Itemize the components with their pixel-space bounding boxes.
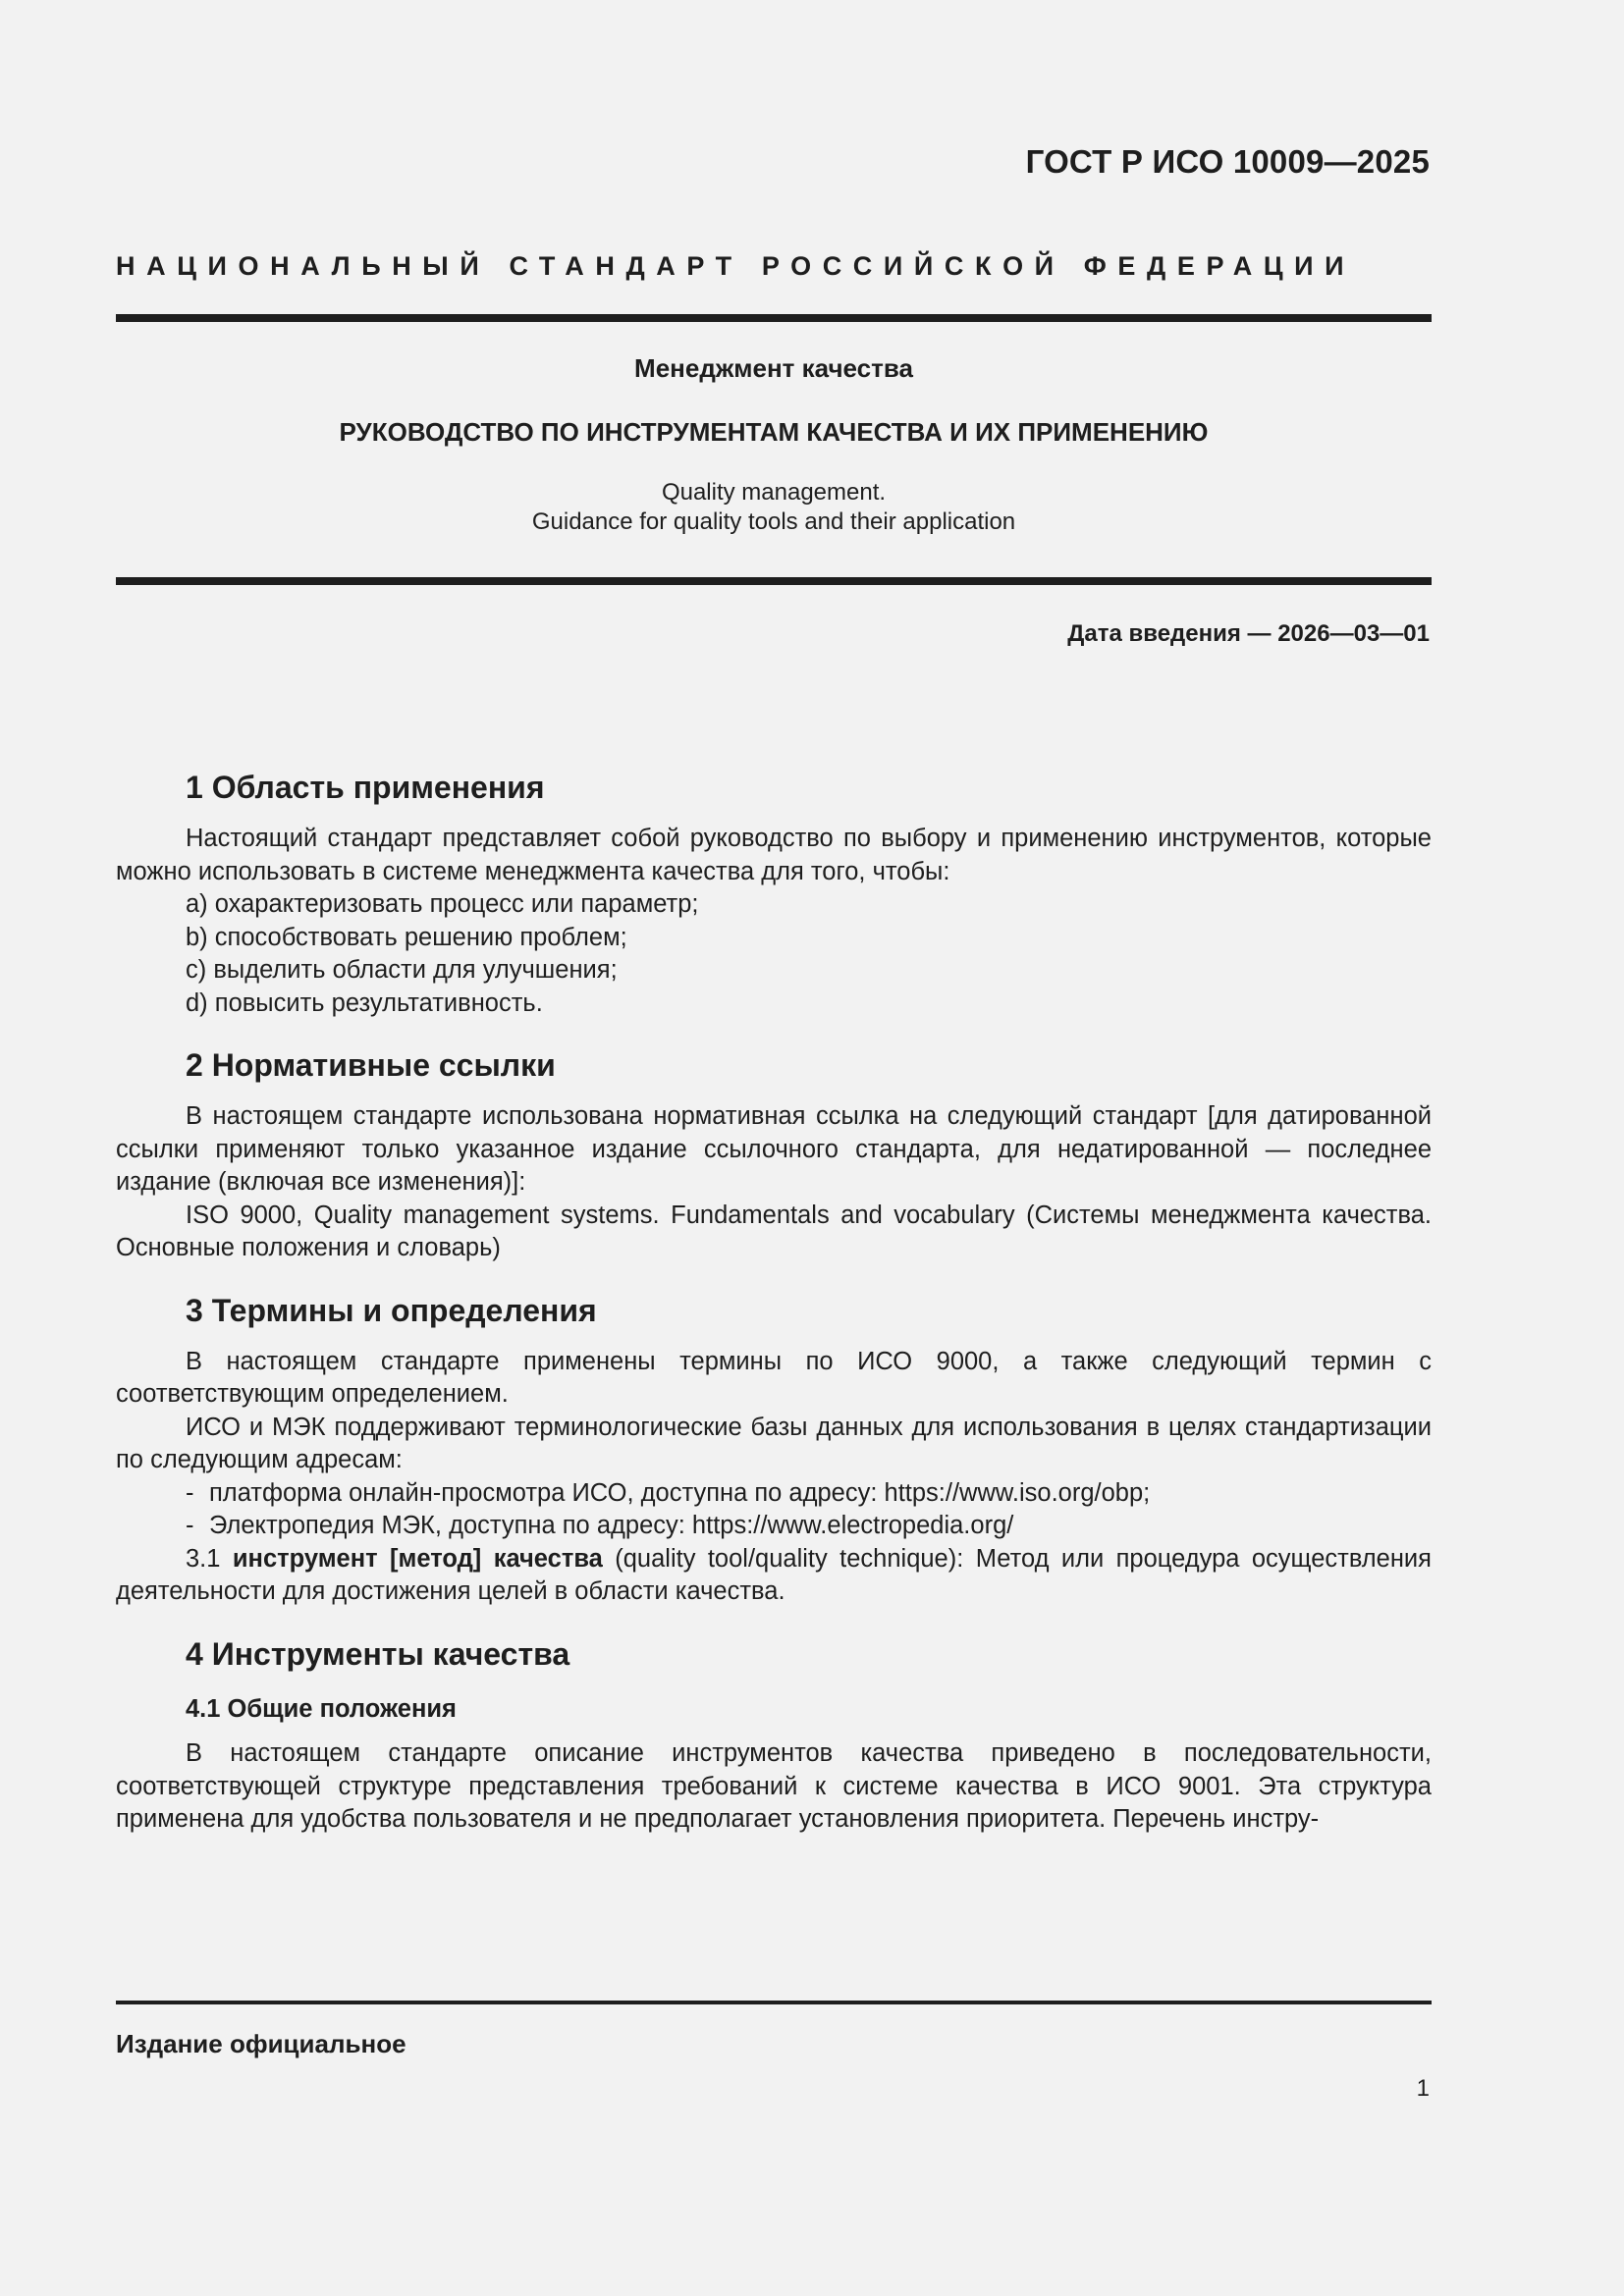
- section-3-paragraph-1: В настоящем стандарте применены термины по ИСО 9000, а также следующий термин с соответствующим определением.: [116, 1347, 1432, 1408]
- term-number: 3.1: [186, 1544, 221, 1573]
- section-2-paragraph-2: ISO 9000, Quality management systems. Fundamentals and vocabulary (Системы менеджмента качества. Основные положения и словарь): [116, 1201, 1432, 1261]
- document-title: РУКОВОДСТВО ПО ИНСТРУМЕНТАМ КАЧЕСТВА И ИХ ПРИМЕНЕНИЮ: [339, 417, 1209, 447]
- page-number: 1: [1416, 2075, 1430, 2102]
- list-item: c) выделить области для улучшения;: [186, 956, 618, 984]
- header-rule-top: [116, 314, 1432, 322]
- section-2-paragraph-1: В настоящем стандарте использована нормативная ссылка на следующий стандарт [для датированной ссылки применяют только указанное издание ссылочного стандарта, для недатированной — последнее издание (включая все изменения)]:: [116, 1102, 1432, 1196]
- section-3-paragraph-2: ИСО и МЭК поддерживают терминологические базы данных для использования в целях стандартизации по следующим адресам:: [116, 1413, 1432, 1473]
- introduction-date: Дата введения — 2026—03—01: [1067, 620, 1430, 647]
- national-standard-banner: НАЦИОНАЛЬНЫЙ СТАНДАРТ РОССИЙСКОЙ ФЕДЕРАЦИИ: [116, 251, 1356, 281]
- section-heading-1: 1 Область применения: [186, 770, 545, 805]
- document-subject: Менеджмент качества: [634, 353, 913, 383]
- section-heading-2: 2 Нормативные ссылки: [186, 1047, 556, 1083]
- term-definition: [116, 1543, 1432, 1609]
- dash-marker: -: [186, 1478, 194, 1507]
- official-edition-label: Издание официальное: [116, 2029, 406, 2058]
- list-item: a) охарактеризовать процесс или параметр;: [186, 890, 699, 918]
- footer-rule: [116, 2001, 1432, 2004]
- document-title-en-line1: Quality management.: [661, 479, 887, 506]
- header-rule-bottom: [116, 577, 1432, 585]
- section-heading-3: 3 Термины и определения: [186, 1292, 597, 1328]
- section-heading-4: 4 Инструменты качества: [186, 1635, 570, 1672]
- term-definition-text: (quality tool/quality technique): Метод или процедура осуществления деятельности для достижения целей в области качества.: [116, 1544, 1432, 1605]
- bullet-text: платформа онлайн-просмотра ИСО, доступна по адресу: https://www.iso.org/obp;: [209, 1478, 1151, 1507]
- dash-marker: -: [186, 1512, 194, 1539]
- bullet-text: Электропедия МЭК, доступна по адресу: https://www.electropedia.org/: [209, 1512, 1014, 1539]
- list-item: [116, 1477, 1432, 1511]
- section-4-paragraph: В настоящем стандарте описание инструментов качества приведено в последовательности, соответствующей структуре представления требований к системе качества в ИСО 9001. Эта структура применена для удобства пользователя и не предполагает установления приоритета. Перечень инстру-: [116, 1739, 1432, 1833]
- document-title-en-line2: Guidance for quality tools and their application: [531, 508, 1016, 535]
- section-1-paragraph: Настоящий стандарт представляет собой руководство по выбору и применению инструментов, которые можно использовать в системе менеджмента качества для того, чтобы:: [116, 825, 1432, 885]
- term-name: инструмент [метод] качества: [232, 1544, 603, 1573]
- document-number: ГОСТ Р ИСО 10009—2025: [1025, 143, 1430, 180]
- subsection-heading-4-1: 4.1 Общие положения: [186, 1694, 457, 1723]
- list-item: [116, 1510, 1432, 1543]
- document-body: [116, 766, 1432, 1837]
- list-item: d) повысить результативность.: [186, 988, 543, 1017]
- list-item: b) способствовать решению проблем;: [186, 923, 627, 951]
